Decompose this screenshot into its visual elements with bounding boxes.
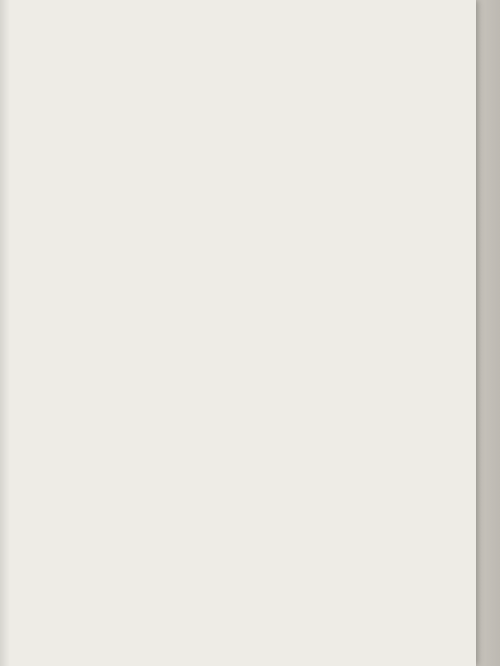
- page-shadow: [0, 0, 10, 666]
